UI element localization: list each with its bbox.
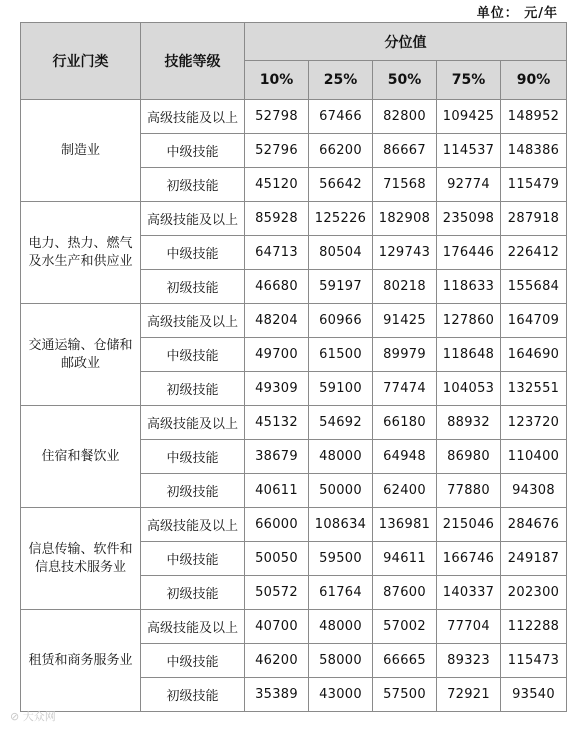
table-row bbox=[21, 100, 567, 134]
salary-value-cell: 48000 bbox=[309, 610, 373, 644]
salary-value-cell: 85928 bbox=[245, 202, 309, 236]
salary-value-cell: 43000 bbox=[309, 678, 373, 712]
skill-level-cell: 初级技能 bbox=[141, 576, 245, 610]
salary-value-cell: 49309 bbox=[245, 372, 309, 406]
salary-value-cell: 54692 bbox=[309, 406, 373, 440]
salary-value-cell: 118648 bbox=[437, 338, 501, 372]
salary-value-cell: 110400 bbox=[501, 440, 567, 474]
salary-value-cell: 48000 bbox=[309, 440, 373, 474]
salary-value-cell: 164690 bbox=[501, 338, 567, 372]
salary-value-cell: 129743 bbox=[373, 236, 437, 270]
salary-value-cell: 80218 bbox=[373, 270, 437, 304]
salary-value-cell: 52798 bbox=[245, 100, 309, 134]
salary-value-cell: 115479 bbox=[501, 168, 567, 202]
table-header bbox=[21, 23, 567, 100]
salary-value-cell: 215046 bbox=[437, 508, 501, 542]
table-body bbox=[21, 100, 567, 712]
skill-level-cell: 初级技能 bbox=[141, 270, 245, 304]
watermark-logo: ⊘ 大众网 bbox=[10, 710, 56, 723]
salary-value-cell: 89323 bbox=[437, 644, 501, 678]
salary-value-cell: 50050 bbox=[245, 542, 309, 576]
salary-value-cell: 202300 bbox=[501, 576, 567, 610]
salary-value-cell: 108634 bbox=[309, 508, 373, 542]
salary-value-cell: 38679 bbox=[245, 440, 309, 474]
salary-value-cell: 93540 bbox=[501, 678, 567, 712]
salary-value-cell: 66000 bbox=[245, 508, 309, 542]
table-row bbox=[21, 202, 567, 236]
salary-value-cell: 104053 bbox=[437, 372, 501, 406]
percentile-90-header: 90% bbox=[501, 61, 567, 100]
percentile-50-header: 50% bbox=[373, 61, 437, 100]
salary-table bbox=[20, 22, 567, 712]
salary-value-cell: 77704 bbox=[437, 610, 501, 644]
industry-cell: 租赁和商务服务业 bbox=[21, 610, 141, 712]
percentile-10-header: 10% bbox=[245, 61, 309, 100]
salary-value-cell: 56642 bbox=[309, 168, 373, 202]
salary-value-cell: 35389 bbox=[245, 678, 309, 712]
salary-value-cell: 136981 bbox=[373, 508, 437, 542]
industry-cell: 制造业 bbox=[21, 100, 141, 202]
salary-value-cell: 132551 bbox=[501, 372, 567, 406]
percentile-25-header: 25% bbox=[309, 61, 373, 100]
salary-value-cell: 88932 bbox=[437, 406, 501, 440]
industry-cell: 信息传输、软件和信息技术服务业 bbox=[21, 508, 141, 610]
salary-value-cell: 112288 bbox=[501, 610, 567, 644]
percentile-header: 分位值 bbox=[245, 23, 567, 61]
salary-value-cell: 66200 bbox=[309, 134, 373, 168]
salary-value-cell: 50572 bbox=[245, 576, 309, 610]
salary-value-cell: 86980 bbox=[437, 440, 501, 474]
table-row bbox=[21, 508, 567, 542]
skill-level-cell: 中级技能 bbox=[141, 542, 245, 576]
salary-value-cell: 284676 bbox=[501, 508, 567, 542]
skill-level-cell: 初级技能 bbox=[141, 168, 245, 202]
salary-value-cell: 94611 bbox=[373, 542, 437, 576]
salary-value-cell: 287918 bbox=[501, 202, 567, 236]
salary-value-cell: 57500 bbox=[373, 678, 437, 712]
salary-value-cell: 57002 bbox=[373, 610, 437, 644]
salary-value-cell: 59100 bbox=[309, 372, 373, 406]
salary-value-cell: 48204 bbox=[245, 304, 309, 338]
salary-value-cell: 40611 bbox=[245, 474, 309, 508]
salary-value-cell: 49700 bbox=[245, 338, 309, 372]
salary-value-cell: 50000 bbox=[309, 474, 373, 508]
salary-value-cell: 52796 bbox=[245, 134, 309, 168]
salary-value-cell: 66180 bbox=[373, 406, 437, 440]
salary-value-cell: 86667 bbox=[373, 134, 437, 168]
table-row bbox=[21, 610, 567, 644]
skill-level-cell: 中级技能 bbox=[141, 134, 245, 168]
salary-value-cell: 80504 bbox=[309, 236, 373, 270]
skill-level-cell: 高级技能及以上 bbox=[141, 100, 245, 134]
salary-value-cell: 45132 bbox=[245, 406, 309, 440]
industry-header: 行业门类 bbox=[21, 23, 141, 100]
salary-value-cell: 82800 bbox=[373, 100, 437, 134]
skill-level-cell: 初级技能 bbox=[141, 372, 245, 406]
salary-value-cell: 46200 bbox=[245, 644, 309, 678]
salary-value-cell: 92774 bbox=[437, 168, 501, 202]
salary-value-cell: 127860 bbox=[437, 304, 501, 338]
salary-value-cell: 155684 bbox=[501, 270, 567, 304]
skill-level-cell: 初级技能 bbox=[141, 678, 245, 712]
skill-level-cell: 中级技能 bbox=[141, 338, 245, 372]
salary-value-cell: 64948 bbox=[373, 440, 437, 474]
salary-value-cell: 46680 bbox=[245, 270, 309, 304]
salary-value-cell: 115473 bbox=[501, 644, 567, 678]
salary-value-cell: 59500 bbox=[309, 542, 373, 576]
salary-value-cell: 61500 bbox=[309, 338, 373, 372]
salary-value-cell: 226412 bbox=[501, 236, 567, 270]
salary-value-cell: 123720 bbox=[501, 406, 567, 440]
salary-value-cell: 45120 bbox=[245, 168, 309, 202]
industry-cell: 住宿和餐饮业 bbox=[21, 406, 141, 508]
salary-value-cell: 40700 bbox=[245, 610, 309, 644]
percentile-75-header: 75% bbox=[437, 61, 501, 100]
salary-value-cell: 64713 bbox=[245, 236, 309, 270]
table-row bbox=[21, 406, 567, 440]
salary-value-cell: 62400 bbox=[373, 474, 437, 508]
skill-level-cell: 初级技能 bbox=[141, 474, 245, 508]
salary-value-cell: 94308 bbox=[501, 474, 567, 508]
salary-value-cell: 89979 bbox=[373, 338, 437, 372]
skill-level-cell: 中级技能 bbox=[141, 236, 245, 270]
skill-level-header: 技能等级 bbox=[141, 23, 245, 100]
unit-note: 单位： 元/年 bbox=[476, 6, 558, 21]
salary-value-cell: 72921 bbox=[437, 678, 501, 712]
skill-level-cell: 高级技能及以上 bbox=[141, 508, 245, 542]
salary-value-cell: 66665 bbox=[373, 644, 437, 678]
salary-value-cell: 67466 bbox=[309, 100, 373, 134]
salary-value-cell: 71568 bbox=[373, 168, 437, 202]
skill-level-cell: 高级技能及以上 bbox=[141, 304, 245, 338]
salary-value-cell: 164709 bbox=[501, 304, 567, 338]
skill-level-cell: 高级技能及以上 bbox=[141, 610, 245, 644]
skill-level-cell: 高级技能及以上 bbox=[141, 202, 245, 236]
salary-value-cell: 176446 bbox=[437, 236, 501, 270]
industry-cell: 交通运输、仓储和邮政业 bbox=[21, 304, 141, 406]
salary-value-cell: 77880 bbox=[437, 474, 501, 508]
skill-level-cell: 高级技能及以上 bbox=[141, 406, 245, 440]
salary-value-cell: 148952 bbox=[501, 100, 567, 134]
skill-level-cell: 中级技能 bbox=[141, 644, 245, 678]
salary-value-cell: 58000 bbox=[309, 644, 373, 678]
salary-value-cell: 60966 bbox=[309, 304, 373, 338]
salary-value-cell: 235098 bbox=[437, 202, 501, 236]
salary-value-cell: 249187 bbox=[501, 542, 567, 576]
salary-value-cell: 148386 bbox=[501, 134, 567, 168]
salary-value-cell: 77474 bbox=[373, 372, 437, 406]
salary-value-cell: 87600 bbox=[373, 576, 437, 610]
salary-value-cell: 140337 bbox=[437, 576, 501, 610]
salary-value-cell: 109425 bbox=[437, 100, 501, 134]
salary-value-cell: 59197 bbox=[309, 270, 373, 304]
table-row bbox=[21, 304, 567, 338]
salary-value-cell: 91425 bbox=[373, 304, 437, 338]
skill-level-cell: 中级技能 bbox=[141, 440, 245, 474]
salary-value-cell: 125226 bbox=[309, 202, 373, 236]
salary-value-cell: 166746 bbox=[437, 542, 501, 576]
salary-value-cell: 118633 bbox=[437, 270, 501, 304]
industry-cell: 电力、热力、燃气及水生产和供应业 bbox=[21, 202, 141, 304]
salary-value-cell: 114537 bbox=[437, 134, 501, 168]
salary-value-cell: 182908 bbox=[373, 202, 437, 236]
salary-value-cell: 61764 bbox=[309, 576, 373, 610]
